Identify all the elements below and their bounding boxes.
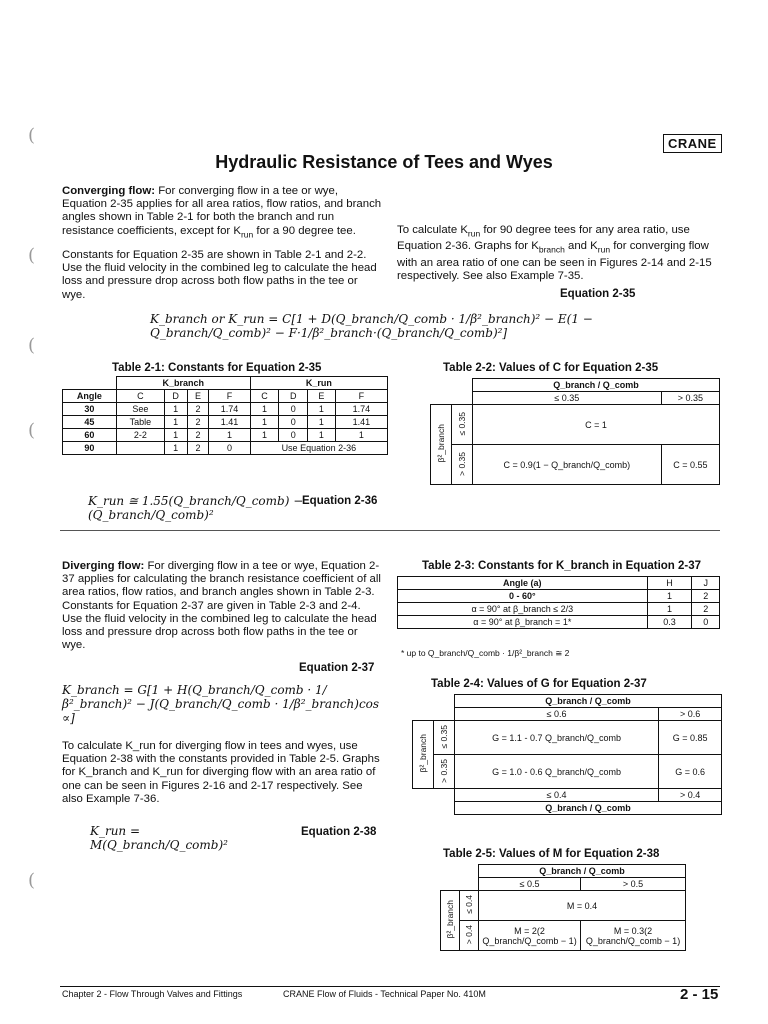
converging-lead: Converging flow: (62, 185, 156, 197)
empty-cell (413, 802, 455, 815)
table-cell: 2 (692, 590, 720, 603)
section-divider (60, 530, 720, 531)
table-header: C (250, 390, 279, 403)
table-cell: 0 - 60° (398, 590, 648, 603)
table-cell: 90 (63, 442, 117, 455)
table-cell: Table (116, 416, 164, 429)
table-2-5-c1: ≤ 0.5 (479, 878, 581, 891)
margin-mark: ( (28, 125, 36, 146)
subscript: run (597, 244, 611, 255)
equation-2-38: K_run = M(Q_branch/Q_comb)² (90, 824, 228, 852)
table-cell: 2 (187, 403, 209, 416)
table-2-2 (430, 378, 720, 485)
table-2-2-v11: C = 1 (473, 405, 720, 445)
table-2-3 (397, 576, 720, 629)
table-2-5-col-head: Q_branch / Q_comb (479, 865, 686, 878)
row-axis-label: β²_branch (418, 734, 428, 773)
table-cell: Use Equation 2-36 (250, 442, 387, 455)
text: for converging flow with an area ratio of one can be seen in Figures 2-14 and 2-15 respectively. See also Example 7-35. (397, 240, 712, 283)
margin-mark: ( (28, 420, 36, 441)
table-2-4-v11: G = 1.1 - 0.7 Q_branch/Q_comb (455, 721, 659, 755)
row-label: > 0.4 (464, 924, 474, 945)
converging-paragraph-3 (397, 224, 719, 283)
table-header: D (279, 390, 308, 403)
table-cell: 0.3 (647, 616, 692, 629)
row-axis-label: β²_branch (436, 424, 446, 463)
table-2-4-caption: Table 2-4: Values of G for Equation 2-37 (431, 678, 647, 690)
table-2-5-r2 (460, 921, 479, 951)
table-cell: 1.41 (335, 416, 387, 429)
table-2-5-c2: > 0.5 (581, 878, 686, 891)
table-row (398, 590, 720, 603)
row-label: > 0.35 (457, 451, 467, 476)
diverging-paragraph-2: To calculate K_run for diverging flow in tees and wyes, use Equation 2-38 with the constants provided in Table 2-5. Graphs for K_branch and K_run for diverging flow with an area ratio of one can be seen in Figures 2-16 and 2-17 respectively. See also Example 7-36. (62, 740, 380, 805)
table-row (63, 403, 388, 416)
table-header: D (164, 390, 187, 403)
table-header: E (308, 390, 336, 403)
subscript: run (467, 228, 481, 239)
diverging-paragraph (62, 560, 384, 652)
table-2-2-r1 (452, 405, 473, 445)
table-row (63, 416, 388, 429)
table-cell: 1.41 (209, 416, 250, 429)
empty-cell (431, 379, 473, 405)
subscript: run (240, 228, 254, 239)
converging-paragraph (62, 185, 384, 241)
table-header: F (209, 390, 250, 403)
margin-mark: ( (28, 870, 36, 891)
table-cell: 1 (308, 403, 336, 416)
equation-2-36-label: Equation 2-36 (302, 495, 378, 507)
converging-paragraph-2: Constants for Equation 2-35 are shown in Table 2-1 and 2-2. Use the fluid velocity in the combined leg to calculate the head loss and pressure drop across both flow paths in the tee or wye. (62, 249, 377, 301)
table-2-5-r1 (460, 891, 479, 921)
table-2-5-row-axis (441, 891, 460, 951)
table-cell: 1.74 (209, 403, 250, 416)
row-label: ≤ 0.35 (439, 724, 449, 749)
diverging-text: For diverging flow in a tee or wye, Equation 2-37 applies for calculating the branch resistance coefficient of all area ratios, flow ratios, and branch angles shown in Table 2-3. Constants for Equation 2-37 are given in Table 2-3 and 2-4. Use the fluid velocity in the combined leg to calculate the head loss and pressure drop across both flow paths in the tee or wye. (62, 560, 381, 652)
equation-2-37-label: Equation 2-37 (299, 662, 375, 674)
converging-text-end: for a 90 degree tee. (253, 224, 356, 237)
equation-2-38-label: Equation 2-38 (301, 826, 377, 838)
table-header: Angle (63, 390, 117, 403)
table-header-group: K_branch (116, 377, 250, 390)
table-2-4-bottom-head: Q_branch / Q_comb (455, 802, 722, 815)
table-cell: 2 (692, 603, 720, 616)
row-axis-label: β²_branch (445, 900, 455, 939)
table-2-2-v22: C = 0.55 (661, 445, 719, 485)
margin-mark: ( (28, 245, 36, 266)
table-cell: 1 (250, 403, 279, 416)
equation-2-36: K_run ≅ 1.55(Q_branch/Q_comb) − (Q_branch/Q_comb)² (88, 494, 304, 522)
table-cell: 1 (164, 429, 187, 442)
table-header: Angle (a) (398, 577, 648, 590)
table-header: E (187, 390, 209, 403)
table-2-4-v21: G = 1.0 - 0.6 Q_branch/Q_comb (455, 755, 659, 789)
table-cell: 1 (647, 590, 692, 603)
empty-cell (441, 865, 479, 891)
table-2-1-caption: Table 2-1: Constants for Equation 2-35 (112, 362, 322, 374)
row-label: ≤ 0.4 (464, 895, 474, 914)
row-label: ≤ 0.35 (457, 411, 467, 436)
table-2-4 (412, 694, 722, 815)
table-cell: 1 (164, 416, 187, 429)
empty-cell (413, 789, 455, 802)
table-2-5-v21: M = 2(2 Q_branch/Q_comb − 1) (479, 921, 581, 951)
table-2-2-c2: > 0.35 (661, 392, 719, 405)
footer-chapter: Chapter 2 - Flow Through Valves and Fittings (62, 989, 243, 999)
crane-brand-logo: CRANE (663, 134, 722, 153)
table-cell: 0 (279, 416, 308, 429)
table-2-4-r1 (434, 721, 455, 755)
table-cell: 2 (187, 429, 209, 442)
table-cell: 0 (279, 403, 308, 416)
table-2-4-b1: ≤ 0.4 (455, 789, 659, 802)
subscript: branch (538, 244, 565, 255)
table-2-4-r2 (434, 755, 455, 789)
table-header: F (335, 390, 387, 403)
table-2-2-caption: Table 2-2: Values of C for Equation 2-35 (443, 362, 659, 374)
table-2-2-row-axis (431, 405, 452, 485)
table-cell: 0 (209, 442, 250, 455)
table-header: C (116, 390, 164, 403)
row-label: > 0.35 (439, 758, 449, 783)
table-cell: 1 (250, 429, 279, 442)
table-2-4-c1: ≤ 0.6 (455, 708, 659, 721)
table-cell: 1 (164, 403, 187, 416)
table-header: J (692, 577, 720, 590)
empty-cell (413, 695, 455, 721)
table-cell: 1 (335, 429, 387, 442)
table-cell: 2 (187, 442, 209, 455)
equation-2-35-label: Equation 2-35 (560, 288, 636, 300)
table-cell: 30 (63, 403, 117, 416)
table-2-4-c2: > 0.6 (659, 708, 722, 721)
table-cell: α = 90° at β_branch = 1* (398, 616, 648, 629)
converging-text: For converging flow in a tee or wye, Equation 2-35 applies for all area ratios, flow ratios, and branch angles shown in Table 2-1 for both the branch and run resistance coefficients, except for K (62, 185, 382, 237)
table-cell: α = 90° at β_branch ≤ 2/3 (398, 603, 648, 616)
table-2-5-v22: M = 0.3(2 Q_branch/Q_comb − 1) (581, 921, 686, 951)
table-2-2-c1: ≤ 0.35 (473, 392, 662, 405)
table-header-group: K_run (250, 377, 387, 390)
table-row (63, 429, 388, 442)
table-2-4-col-head: Q_branch / Q_comb (455, 695, 722, 708)
table-2-5 (440, 864, 686, 951)
text: To calculate K (397, 224, 468, 236)
table-2-5-caption: Table 2-5: Values of M for Equation 2-38 (443, 848, 660, 860)
footer-publication: CRANE Flow of Fluids - Technical Paper No. 410M (283, 989, 486, 999)
table-cell: 0 (279, 429, 308, 442)
table-2-4-row-axis (413, 721, 434, 789)
footer-rule (60, 986, 720, 987)
table-2-1 (62, 376, 388, 455)
text: and K (564, 240, 598, 253)
equation-2-37: K_branch = G[1 + H(Q_branch/Q_comb · 1/β²_branch)² − J(Q_branch/Q_comb · 1/β²_branch)cos ∝] (62, 683, 380, 725)
table-2-3-footnote: * up to Q_branch/Q_comb · 1/β²_branch ≅ 2 (401, 648, 570, 658)
table-cell: 45 (63, 416, 117, 429)
table-cell: See (116, 403, 164, 416)
table-cell: 2 (187, 416, 209, 429)
diverging-lead: Diverging flow: (62, 560, 145, 572)
table-cell: 1 (647, 603, 692, 616)
table-cell: 1.74 (335, 403, 387, 416)
table-row (63, 442, 388, 455)
table-cell: 1 (250, 416, 279, 429)
table-cell: 1 (308, 429, 336, 442)
table-row (398, 603, 720, 616)
table-2-3-caption: Table 2-3: Constants for K_branch in Equation 2-37 (422, 560, 702, 572)
table-header: H (647, 577, 692, 590)
table-2-4-v22: G = 0.6 (659, 755, 722, 789)
table-2-2-v21: C = 0.9(1 − Q_branch/Q_comb) (473, 445, 662, 485)
equation-2-35: K_branch or K_run = C[1 + D(Q_branch/Q_comb · 1/β²_branch)² − E(1 − Q_branch/Q_comb)² − F·1/β²_branch·(Q_branch/Q_comb)²] (150, 312, 593, 340)
table-cell: 1 (308, 416, 336, 429)
table-cell: 60 (63, 429, 117, 442)
empty-cell (63, 377, 117, 390)
table-2-2-col-head: Q_branch / Q_comb (473, 379, 720, 392)
table-2-5-v11: M = 0.4 (479, 891, 686, 921)
table-cell: 1 (164, 442, 187, 455)
page-title: Hydraulic Resistance of Tees and Wyes (215, 152, 553, 172)
page-number: 2 - 15 (680, 986, 719, 1003)
table-cell: 2-2 (116, 429, 164, 442)
text: for 90 degree tees for any area ratio, use Equation 2-36. Graphs for K (397, 224, 690, 253)
table-cell (116, 442, 164, 455)
table-2-2-r2 (452, 445, 473, 485)
table-cell: 1 (209, 429, 250, 442)
table-cell: 0 (692, 616, 720, 629)
margin-mark: ( (28, 335, 36, 356)
table-2-4-b2: > 0.4 (659, 789, 722, 802)
table-row (398, 616, 720, 629)
table-2-4-v12: G = 0.85 (659, 721, 722, 755)
